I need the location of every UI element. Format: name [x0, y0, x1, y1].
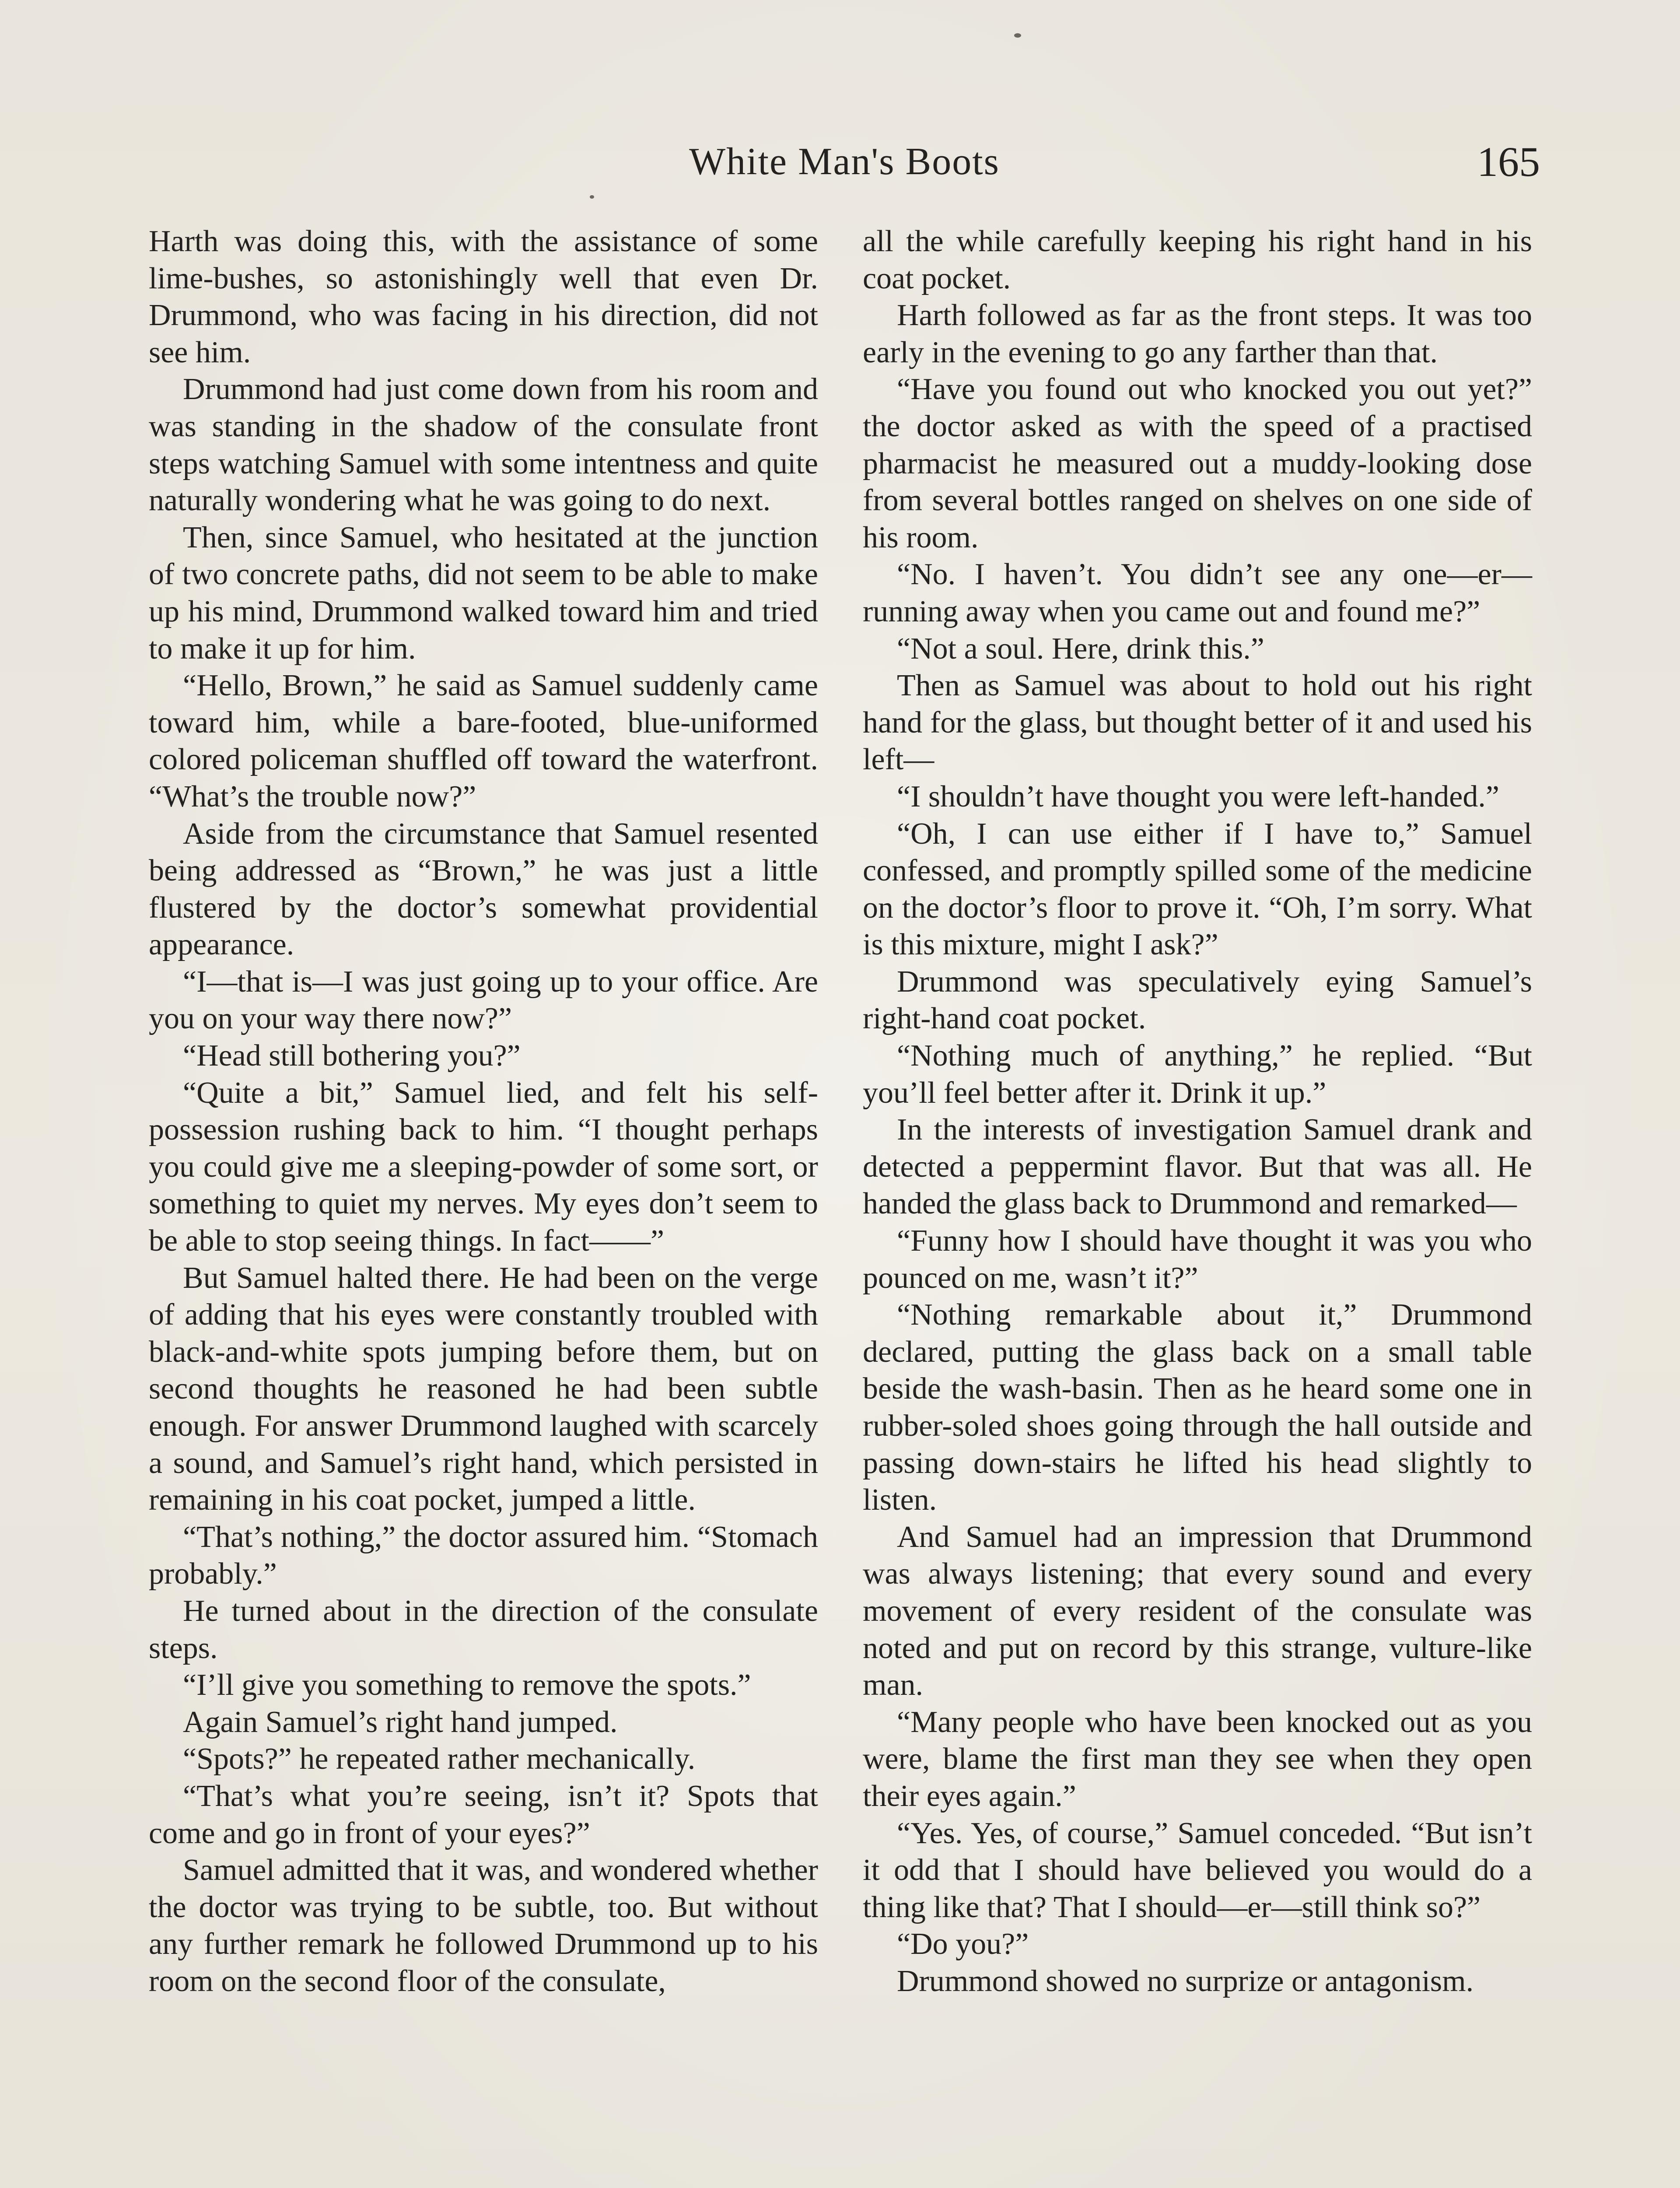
paragraph: “Nothing remarkable about it,” Drummond declared, putting the glass back on a small table beside the wash-basin. Then as he heard some one in rubber-soled shoes going through the hall outside and passing down-stairs he lifted his head slightly to listen.: [863, 1298, 1532, 1517]
paragraph: “Nothing much of anything,” he replied. “But you’ll feel better after it. Drink it up.”: [863, 1039, 1532, 1110]
paragraph: And Samuel had an impression that Drummond was always listening; that every sound and every movement of every resident of the consulate was noted and put on record by this strange, vulture-like man.: [863, 1520, 1532, 1702]
paragraph: all the while carefully keeping his right hand in his coat pocket.: [863, 224, 1532, 295]
paragraph: “Hello, Brown,” he said as Samuel suddenly came toward him, while a bare-footed, blue-uniformed colored policeman shuffled off toward the waterfront. “What’s the trouble now?”: [149, 669, 818, 813]
paragraph: “I’ll give you something to remove the spots.”: [183, 1668, 751, 1702]
page-header: [149, 131, 1540, 193]
paragraph: Then as Samuel was about to hold out his right hand for the glass, but thought better of it and used his left—: [863, 669, 1532, 777]
paragraph: Drummond had just come down from his room and was standing in the shadow of the consulate front steps watching Samuel with some intentness and quite naturally wondering what he was going to do next.: [149, 372, 818, 518]
paragraph: “I—that is—I was just going up to your office. Are you on your way there now?”: [149, 964, 818, 1036]
paragraph: Aside from the circumstance that Samuel resented being addressed as “Brown,” he was just a little flustered by the doctor’s somewhat providential appearance.: [149, 817, 818, 962]
running-title: White Man's Boots: [689, 140, 1000, 183]
paragraph: “No. I haven’t. You didn’t see any one—er—running away when you came out and found me?”: [863, 558, 1532, 628]
ink-speck: [1014, 33, 1021, 38]
paragraph: “Spots?” he repeated rather mechanically.: [183, 1742, 696, 1776]
paragraph: “Not a soul. Here, drink this.”: [897, 631, 1264, 666]
paragraph: “Head still bothering you?”: [183, 1039, 521, 1073]
paragraph: Again Samuel’s right hand jumped.: [183, 1705, 618, 1739]
paragraph: Drummond was speculatively eying Samuel’s right-hand coat pocket.: [863, 964, 1532, 1036]
paragraph: “Yes. Yes, of course,” Samuel conceded. “But isn’t it odd that I should have believed you would do a thing like that? That I should—er—still think so?”: [863, 1816, 1532, 1924]
left-column: [149, 223, 818, 2000]
paragraph: “Oh, I can use either if I have to,” Samuel confessed, and promptly spilled some of the medicine on the doctor’s floor to prove it. “Oh, I’m sorry. What is this mixture, might I ask?”: [863, 817, 1532, 962]
paragraph: Harth was doing this, with the assistance of some lime-bushes, so astonishingly well that even Dr. Drummond, who was facing in his direction, did not see him.: [149, 224, 818, 369]
paragraph: Then, since Samuel, who hesitated at the junction of two concrete paths, did not seem to be able to make up his mind, Drummond walked toward him and tried to make it up for him.: [149, 520, 818, 666]
paragraph: “Funny how I should have thought it was you who pounced on me, wasn’t it?”: [863, 1224, 1532, 1295]
paragraph: “That’s what you’re seeing, isn’t it? Spots that come and go in front of your eyes?”: [149, 1779, 818, 1850]
paragraph: “I shouldn’t have thought you were left-handed.”: [897, 779, 1499, 813]
paragraph: Drummond showed no surprize or antagonism.: [897, 1964, 1474, 1998]
page-number: 165: [1477, 138, 1540, 185]
paragraph: “Many people who have been knocked out as you were, blame the first man they see when they open their eyes again.”: [863, 1705, 1532, 1813]
paragraph: Harth followed as far as the front steps. It was too early in the evening to go any farther than that.: [863, 298, 1532, 369]
paragraph: “That’s nothing,” the doctor assured him. “Stomach probably.”: [149, 1520, 818, 1591]
paragraph: “Have you found out who knocked you out yet?” the doctor asked as with the speed of a practised pharmacist he measured out a muddy-looking dose from several bottles ranged on shelves on one side of his room.: [863, 372, 1532, 554]
paragraph: He turned about in the direction of the consulate steps.: [149, 1594, 818, 1665]
ink-speck: [590, 195, 594, 199]
paragraph: But Samuel halted there. He had been on the verge of adding that his eyes were constantly troubled with black-and-white spots jumping before them, but on second thoughts he reasoned he had been subtle enough. For answer Drummond laughed with scarcely a sound, and Samuel’s right hand, which persisted in remaining in his coat pocket, jumped a little.: [149, 1261, 818, 1517]
paragraph: “Quite a bit,” Samuel lied, and felt his self-possession rushing back to him. “I thought perhaps you could give me a sleeping-powder of some sort, or something to quiet my nerves. My eyes don’t seem to be able to stop seeing things. In fact——”: [149, 1076, 818, 1258]
paragraph: “Do you?”: [897, 1927, 1029, 1961]
paragraph: In the interests of investigation Samuel drank and detected a peppermint flavor. But that was all. He handed the glass back to Drummond and remarked—: [863, 1113, 1532, 1221]
right-column: [863, 223, 1532, 2000]
paragraph: Samuel admitted that it was, and wondered whether the doctor was trying to be subtle, too. But without any further remark he followed Drummond up to his room on the second floor of the consulate,: [149, 1853, 818, 1998]
